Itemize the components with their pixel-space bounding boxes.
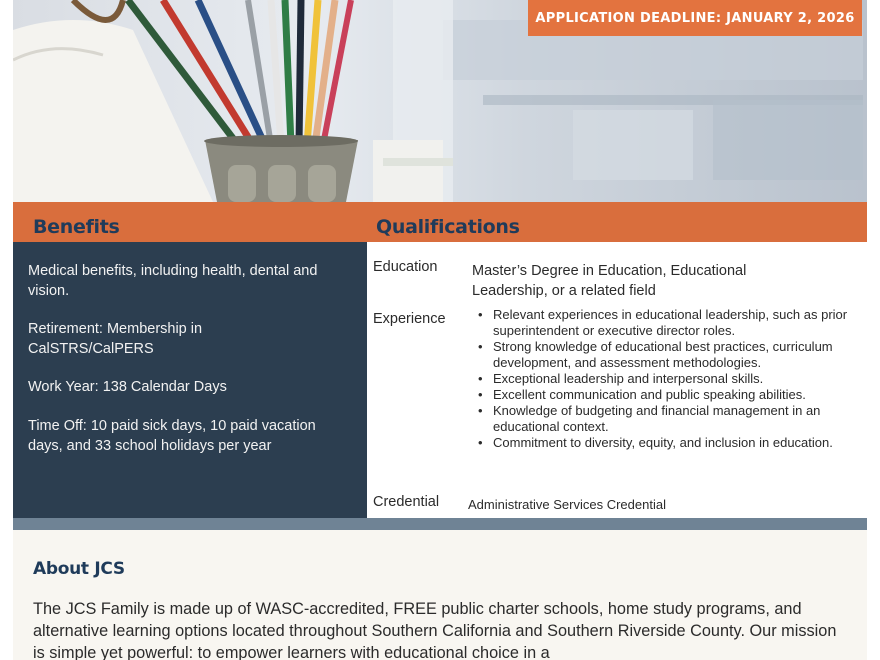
credential-value: Administrative Services Credential bbox=[468, 497, 666, 512]
benefit-retirement: Retirement: Membership in CalSTRS/CalPERS bbox=[28, 321, 203, 357]
qualifications-heading: Qualifications bbox=[376, 216, 520, 238]
benefits-heading: Benefits bbox=[33, 216, 120, 238]
experience-item: • Relevant experiences in educational leadership, such as prior superintendent or executive director roles. bbox=[478, 307, 866, 339]
experience-label: Experience bbox=[373, 311, 446, 327]
experience-item: • Knowledge of budgeting and financial management in an educational context. bbox=[478, 403, 866, 435]
experience-item: • Excellent communication and public speaking abilities. bbox=[478, 387, 866, 403]
about-body-text: The JCS Family is made up of WASC-accredited, FREE public charter schools, home study programs, and alternative learning options located throughout Southern California and Southern Riverside County. Our mission is simple yet powerful: to empower learners with educational choice in a bbox=[33, 600, 837, 660]
experience-item: • Strong knowledge of educational best practices, curriculum development, and assessment methodologies. bbox=[478, 339, 866, 371]
benefit-work-year: Work Year: 138 Calendar Days bbox=[28, 379, 227, 395]
application-deadline-banner: APPLICATION DEADLINE: JANUARY 2, 2026 bbox=[528, 0, 862, 36]
experience-item: • Commitment to diversity, equity, and inclusion in education. bbox=[478, 435, 866, 451]
education-value: Master’s Degree in Education, Educational Leadership, or a related field bbox=[472, 263, 747, 299]
credential-label: Credential bbox=[373, 494, 440, 510]
experience-list bbox=[478, 307, 866, 451]
hero-photo bbox=[13, 0, 867, 202]
about-heading: About JCS bbox=[33, 559, 125, 579]
experience-item: • Exceptional leadership and interpersonal skills. bbox=[478, 371, 866, 387]
section-divider bbox=[13, 518, 867, 530]
benefit-medical: Medical benefits, including health, dental and vision. bbox=[28, 263, 318, 299]
benefit-time-off: Time Off: 10 paid sick days, 10 paid vacation days, and 33 school holidays per year bbox=[28, 418, 316, 454]
education-label: Education bbox=[373, 259, 438, 275]
